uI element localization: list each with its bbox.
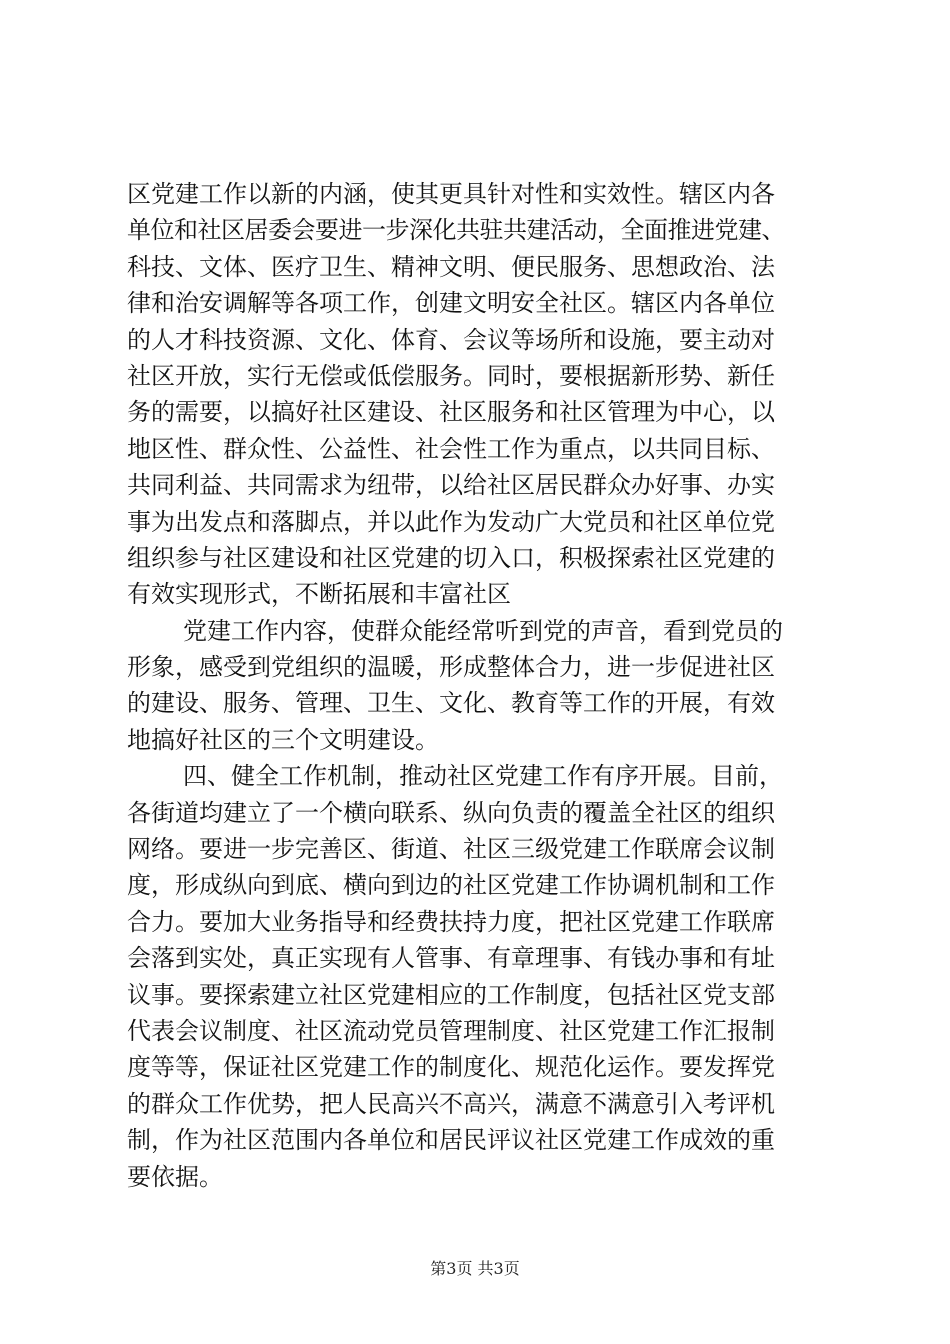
- text-line: 形象，感受到党组织的温暖，形成整体合力，进一步促进社区: [127, 653, 775, 682]
- text-line: 要依据。: [127, 1162, 223, 1191]
- text-line: 议事。要探索建立社区党建相应的工作制度，包括社区党支部: [127, 980, 775, 1009]
- text-line: 度，形成纵向到底、横向到边的社区党建工作协调机制和工作: [127, 871, 775, 900]
- text-line: 区党建工作以新的内涵，使其更具针对性和实效性。辖区内各: [127, 180, 775, 208]
- text-line: 各街道均建立了一个横向联系、纵向负责的覆盖全社区的组织: [127, 798, 775, 827]
- text-line: 科技、文体、医疗卫生、精神文明、便民服务、思想政治、法: [127, 252, 775, 281]
- text-line: 事为出发点和落脚点，并以此作为发动广大党员和社区单位党: [127, 507, 775, 536]
- text-line: 的人才科技资源、文化、体育、会议等场所和设施，要主动对: [127, 325, 775, 354]
- page-footer: 第3页 共3页: [430, 1259, 520, 1278]
- text-line: 共同利益、共同需求为纽带，以给社区居民群众办好事、办实: [127, 471, 775, 500]
- paragraph-first-line: 党建工作内容，使群众能经常听到党的声音，看到党员的: [183, 616, 783, 645]
- text-line: 会落到实处，真正实现有人管事、有章理事、有钱办事和有址: [127, 944, 775, 973]
- text-line: 合力。要加大业务指导和经费扶持力度，把社区党建工作联席: [127, 907, 775, 936]
- text-line: 社区开放，实行无偿或低偿服务。同时，要根据新形势、新任: [127, 361, 775, 390]
- text-line: 地搞好社区的三个文明建设。: [127, 725, 439, 754]
- text-line: 的建设、服务、管理、卫生、文化、教育等工作的开展，有效: [127, 689, 775, 718]
- text-line: 有效实现形式，不断拓展和丰富社区: [127, 580, 511, 609]
- document-body: [127, 176, 847, 1195]
- text-line: 务的需要，以搞好社区建设、社区服务和社区管理为中心，以: [127, 398, 775, 427]
- paragraph-first-line: 四、健全工作机制，推动社区党建工作有序开展。目前，: [183, 762, 783, 791]
- text-line: 度等等，保证社区党建工作的制度化、规范化运作。要发挥党: [127, 1053, 775, 1082]
- text-line: 律和治安调解等各项工作，创建文明安全社区。辖区内各单位: [127, 289, 775, 318]
- text-line: 组织参与社区建设和社区党建的切入口，积极探索社区党建的: [127, 543, 775, 572]
- text-line: 制，作为社区范围内各单位和居民评议社区党建工作成效的重: [127, 1126, 775, 1155]
- text-line: 单位和社区居委会要进一步深化共驻共建活动，全面推进党建、: [127, 216, 785, 245]
- text-line: 代表会议制度、社区流动党员管理制度、社区党建工作汇报制: [127, 1016, 775, 1045]
- text-line: 地区性、群众性、公益性、社会性工作为重点，以共同目标、: [127, 434, 775, 463]
- text-line: 网络。要进一步完善区、街道、社区三级党建工作联席会议制: [127, 835, 775, 864]
- text-line: 的群众工作优势，把人民高兴不高兴，满意不满意引入考评机: [127, 1089, 775, 1118]
